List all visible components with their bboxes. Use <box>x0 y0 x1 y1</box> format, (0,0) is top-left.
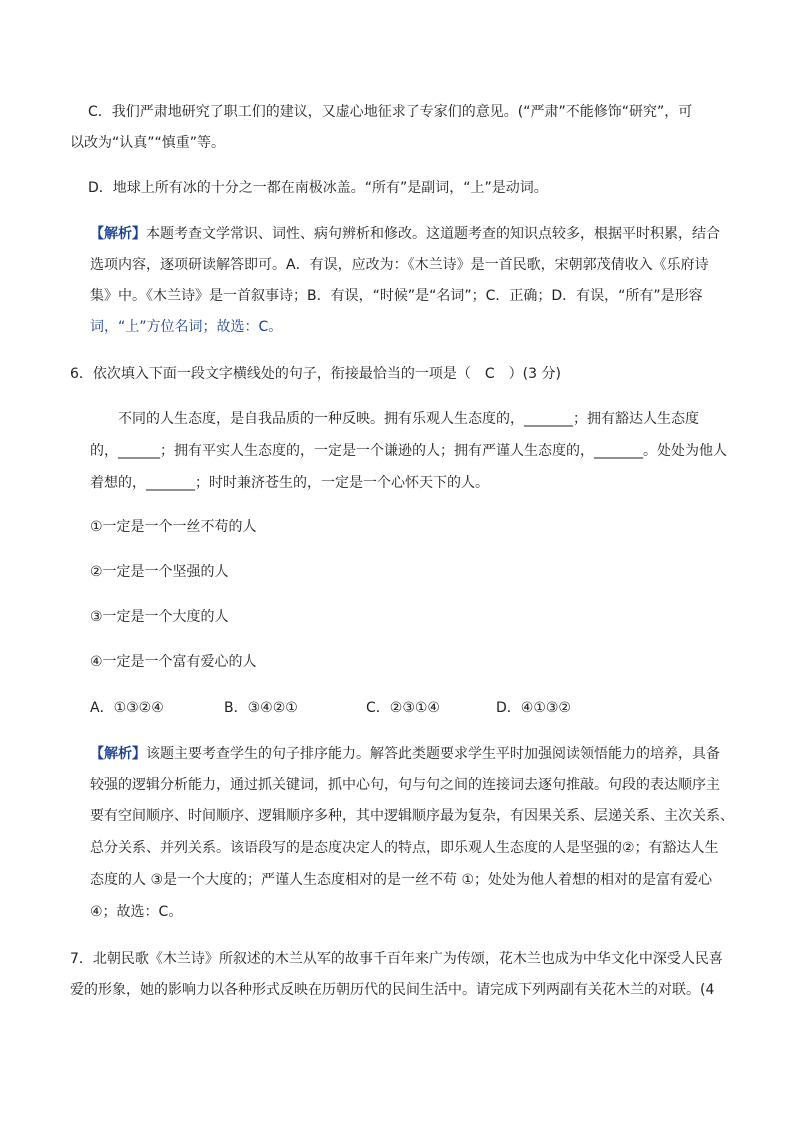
analysis6-line1 <box>90 745 720 763</box>
q6-item-3: ③一定是一个大度的人 <box>90 609 229 625</box>
q7-line2: 爱的形象，她的影响力以各种形式反映在历朝历代的民间生活中。请完成下列两副有关花木兰的对联。(4 <box>70 982 715 998</box>
q6-choice-c: C．②③①④ <box>366 700 440 716</box>
q6-choice-a: A．①③②④ <box>90 700 164 716</box>
analysis5-text1: 本题考查文学常识、词性、病句辨析和修改。这道题考查的知识点较多，根据平时积累，结合 <box>146 226 720 242</box>
q6-choice-b: B．③④②① <box>224 700 298 716</box>
analysis5-line2: 选项内容，逐项研读解答即可。A．有误，应改为：《木兰诗》是一首民歌，宋朝郭茂倩收入《乐府诗 <box>90 257 709 273</box>
q7-line1: 7．北朝民歌《木兰诗》所叙述的木兰从军的故事千百年来广为传颂，花木兰也成为中华文化中深受人民喜 <box>70 951 723 967</box>
analysis6-line6: ④；故选：C。 <box>90 904 183 920</box>
analysis6-tag: 【解析】 <box>90 746 146 762</box>
analysis5-line4: 词，“上”方位名词；故选：C。 <box>90 319 283 335</box>
option-c-line2: 以改为“认真”“慎重”等。 <box>70 135 226 151</box>
q6-para-line2: 的，______；拥有平实人生态度的，一定是一个谦逊的人；拥有严谨人生态度的，_______。处处为他人 <box>90 443 727 459</box>
q6-item-2: ②一定是一个坚强的人 <box>90 564 229 580</box>
q6-para-line1: 不同的人生态度，是自我品质的一种反映。拥有乐观人生态度的，_______；拥有豁达人生态度 <box>118 411 699 427</box>
analysis5-line3: 集》中。《木兰诗》是一首叙事诗；B．有误，“时候”是“名词”；C．正确；D．有误，“所有”是形容 <box>90 288 703 304</box>
q6-choice-d: D．④①③② <box>496 700 571 716</box>
option-c-line1: C．我们严肃地研究了职工们的建议，又虚心地征求了专家们的意见。(“严肃”不能修饰“研究”，可 <box>88 104 693 120</box>
q6-item-4: ④一定是一个富有爱心的人 <box>90 654 257 670</box>
analysis6-text1: 该题主要考查学生的句子排序能力。解答此类题要求学生平时加强阅读领悟能力的培养，具备 <box>146 746 720 762</box>
q6-item-1: ①一定是一个一丝不苟的人 <box>90 519 257 535</box>
option-d-line1: D．地球上所有冰的十分之一都在南极冰盖。“所有”是副词，“上”是动词。 <box>88 180 548 196</box>
analysis5-tag: 【解析】 <box>90 226 146 242</box>
analysis6-line3: 要有空间顺序、时间顺序、逻辑顺序多种，其中逻辑顺序最为复杂，有因果关系、层递关系、主次关系、 <box>90 808 734 824</box>
analysis5-line1 <box>90 225 720 243</box>
analysis6-line5: 态度的人 ③是一个大度的；严谨人生态度相对的是一丝不苟 ①；处处为他人着想的相对的是富有爱心 <box>90 872 712 888</box>
q6-para-line3: 着想的，_______；时时兼济苍生的，一定是一个心怀天下的人。 <box>90 475 489 491</box>
analysis6-line4: 总分关系、并列关系。该语段写的是态度决定人的特点，即乐观人生态度的人是坚强的②；有豁达人生 <box>90 840 719 856</box>
q6-stem: 6．依次填入下面一段文字横线处的句子，衔接最恰当的一项是（ C ）(3 分) <box>70 366 561 382</box>
analysis6-line2: 较强的逻辑分析能力，通过抓关键词，抓中心句，句与句之间的连接词去逐句推敲。句段的表达顺序主 <box>90 777 720 793</box>
